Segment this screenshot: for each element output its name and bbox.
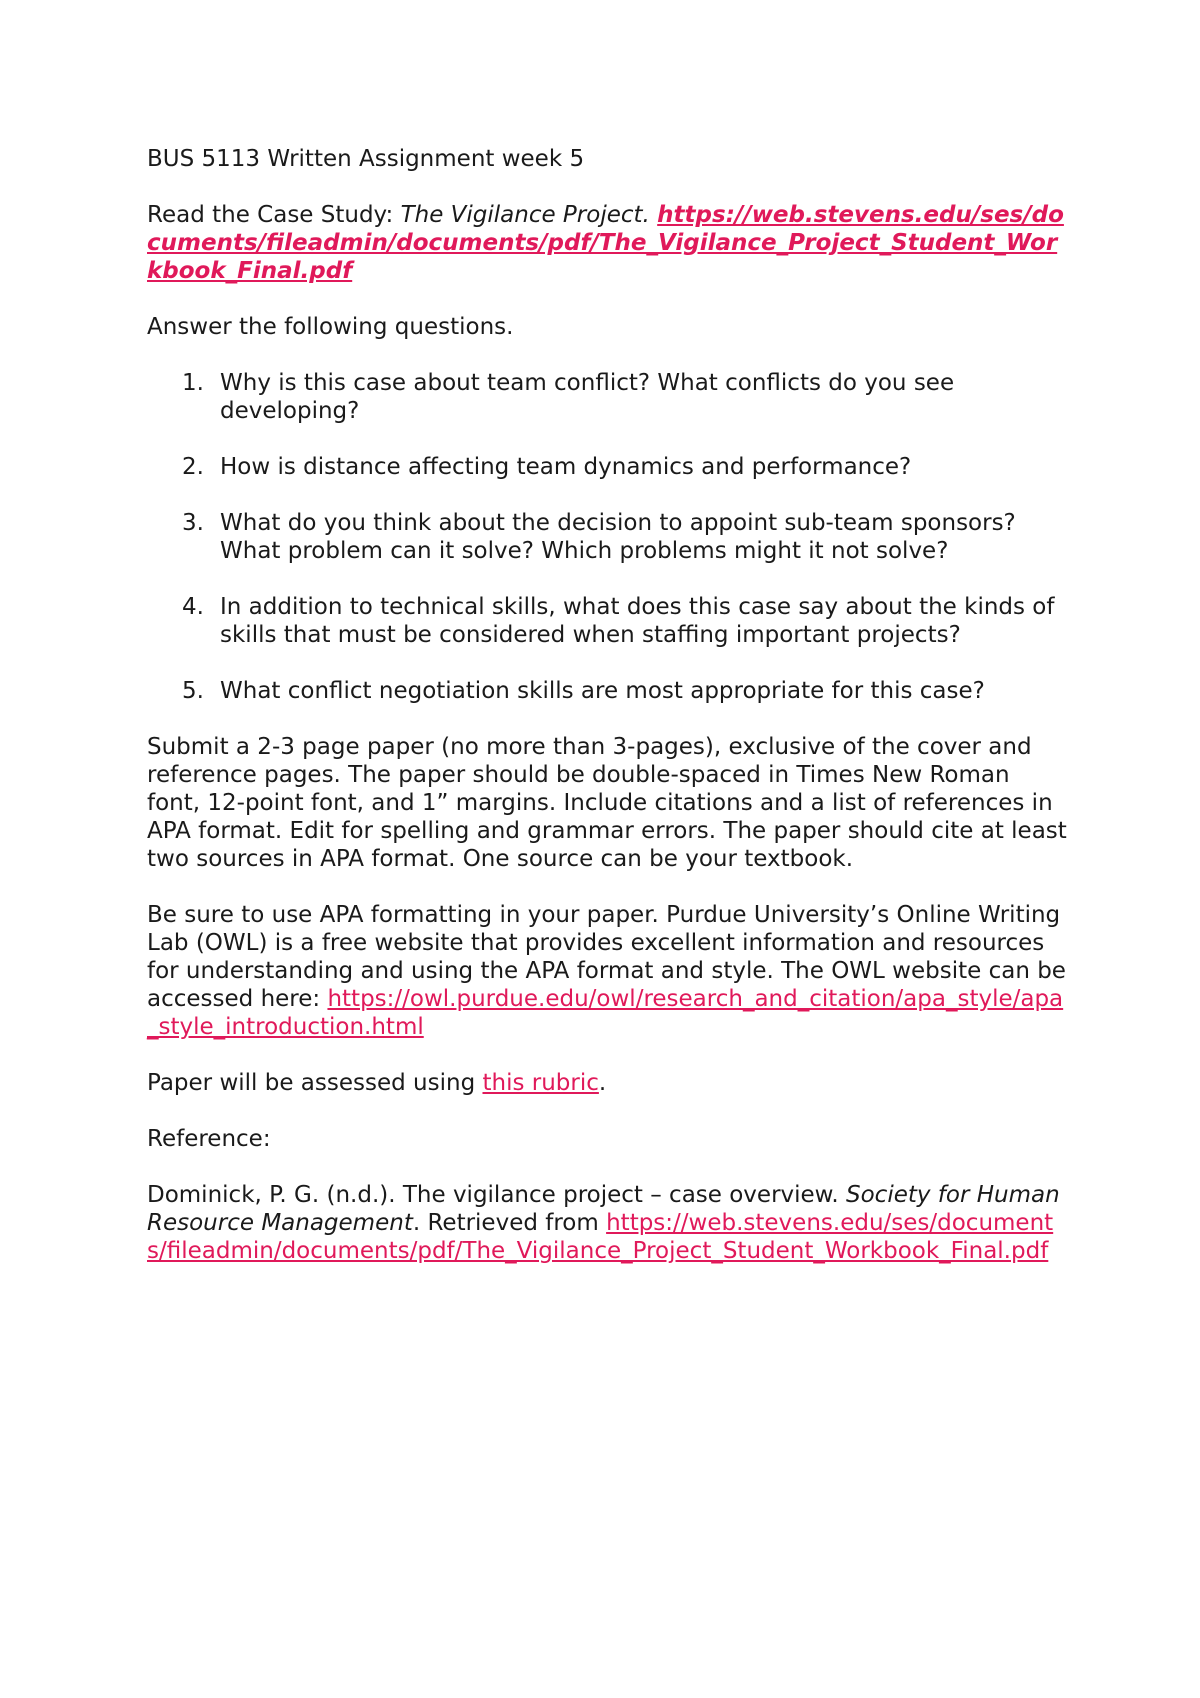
reference-heading: Reference: <box>147 1126 271 1152</box>
questions-list <box>147 369 1067 705</box>
question-number: 4. <box>182 594 204 620</box>
question-text: What conflict negotiation skills are most appropriate for this case? <box>220 678 985 704</box>
case-study-link[interactable]: https://web.stevens.edu/ses/documents/fileadmin/documents/pdf/The_Vigilance_Project_Student_Workbook_Final.pdf <box>147 202 1064 284</box>
apa-instructions <box>147 901 1067 1041</box>
case-study-prefix: Read the Case Study: <box>147 202 401 228</box>
owl-link[interactable]: https://owl.purdue.edu/owl/research_and_citation/apa_style/apa_style_introduction.html <box>147 986 1064 1040</box>
question-number: 1. <box>182 370 204 396</box>
question-item <box>147 509 1067 565</box>
rubric-line <box>147 1069 1067 1097</box>
apa-text: Be sure to use APA formatting in your paper. Purdue University’s Online Writing Lab (OWL) is a free website that provides excellent information and resources for understanding and using the APA format and style. The OWL website can be accessed here: <box>147 902 1066 1012</box>
question-text: In addition to technical skills, what does this case say about the kinds of skills that must be considered when staffing important projects? <box>220 594 1055 648</box>
rubric-prefix: Paper will be assessed using <box>147 1070 483 1096</box>
question-item <box>147 677 1067 705</box>
reference-publisher: Society for Human Resource Management <box>147 1182 1060 1236</box>
question-text: What do you think about the decision to appoint sub-team sponsors? What problem can it solve? Which problems might it not solve? <box>220 510 1016 564</box>
question-number: 2. <box>182 454 204 480</box>
case-study-name: The Vigilance Project. <box>400 202 650 228</box>
questions-intro: Answer the following questions. <box>147 314 514 340</box>
question-item <box>147 369 1067 425</box>
document-title: BUS 5113 Written Assignment week 5 <box>147 146 585 172</box>
reference-entry <box>147 1181 1067 1265</box>
rubric-link[interactable]: this rubric <box>482 1070 599 1096</box>
case-study-line <box>147 201 1067 285</box>
question-item <box>147 593 1067 649</box>
reference-retrieved: . Retrieved from <box>412 1210 607 1236</box>
question-item <box>147 453 1067 481</box>
document-page <box>147 145 1067 1265</box>
reference-authors: Dominick, P. G. (n.d.). The vigilance project – case overview. <box>147 1182 846 1208</box>
question-text: Why is this case about team conflict? What conflicts do you see developing? <box>220 370 955 424</box>
rubric-suffix: . <box>598 1070 607 1096</box>
question-number: 5. <box>182 678 204 704</box>
submit-instructions: Submit a 2-3 page paper (no more than 3-pages), exclusive of the cover and reference pages. The paper should be double-spaced in Times New Roman font, 12-point font, and 1” margins. Include citations and a list of references in APA format. Edit for spelling and grammar errors. The paper should cite at least two sources in APA format. One source can be your textbook. <box>147 734 1067 872</box>
reference-link[interactable]: https://web.stevens.edu/ses/documents/fileadmin/documents/pdf/The_Vigilance_Project_Student_Workbook_Final.pdf <box>147 1210 1054 1264</box>
question-number: 3. <box>182 510 204 536</box>
question-text: How is distance affecting team dynamics and performance? <box>220 454 912 480</box>
